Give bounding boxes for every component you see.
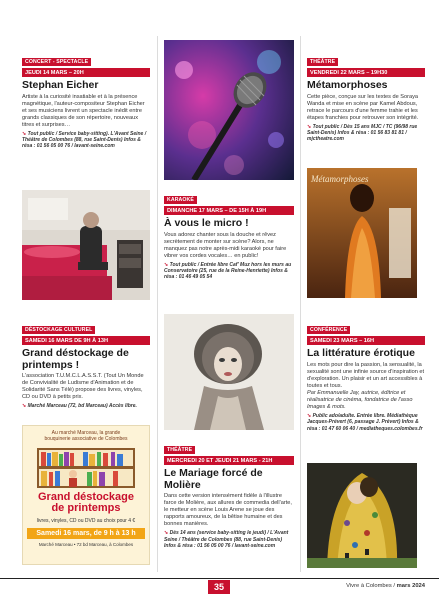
photo-microphone bbox=[164, 40, 294, 180]
event-date: JEUDI 14 MARS – 20H bbox=[22, 68, 150, 77]
article-body: Artiste à la curiosité insatiable et à la présence magnétique, l'auteur-compositeur Stephan Eicher et ses musiciens livrent un spectacle inédit entre grands classiques de son répertoire, nouveaux titres et surprises… bbox=[22, 93, 145, 128]
article-moliere bbox=[164, 438, 294, 549]
arrow-icon: ➘ bbox=[164, 530, 170, 537]
arrow-icon: ➘ bbox=[307, 413, 313, 420]
photo-drawing bbox=[22, 190, 150, 300]
event-date: DIMANCHE 17 MARS – DE 15H À 19H bbox=[164, 206, 294, 215]
event-date: SAMEDI 23 MARS – 16H bbox=[307, 336, 425, 345]
event-date: SAMEDI 16 MARS DE 9H À 13H bbox=[22, 336, 150, 345]
article-body: Les mots pour dire la passion, la sensualité, la sexualité sont une infinie source d'inspiration et d'exploration. Un plaisir et un art accessibles à toutes et tous. bbox=[307, 361, 425, 389]
arrow-icon: ➘ bbox=[22, 130, 28, 137]
article-karaoke bbox=[164, 188, 294, 280]
article-info: ➘ Tout public / Entrée libre Caf' Muz hors les murs au Conservatoire (25, rue de la Reine-Henriette) Infos & résa : 01 46 49 05 54 bbox=[164, 261, 292, 281]
poster-destockage bbox=[22, 425, 150, 565]
arrow-icon: ➘ bbox=[22, 403, 28, 410]
article-title: À vous le micro ! bbox=[164, 217, 249, 229]
article-info: ➘ Tout public / Dès 15 ans MJC / TC (96/98 rue Saint-Denis) Infos & résa : 01 56 83 81 81 / mjctheatre.com bbox=[307, 123, 418, 143]
photo-drawing bbox=[164, 314, 294, 430]
article-stephan-eicher bbox=[22, 50, 150, 150]
article-title: La littérature érotique bbox=[307, 347, 415, 359]
arrow-icon: ➘ bbox=[164, 261, 170, 268]
poster-metamorphoses bbox=[307, 168, 417, 298]
category-tag: DÉSTOCKAGE CULTUREL bbox=[22, 326, 95, 334]
event-date: MERCREDI 20 ET JEUDI 21 MARS - 21H bbox=[164, 456, 294, 465]
event-date: VENDREDI 22 MARS – 19H30 bbox=[307, 68, 425, 77]
photo-drawing bbox=[307, 168, 417, 298]
article-title: Grand déstockage de printemps ! bbox=[22, 347, 129, 371]
photo-klimt-painting bbox=[307, 463, 417, 568]
photo-drawing bbox=[307, 463, 417, 568]
category-tag: THÉÂTRE bbox=[164, 446, 195, 454]
article-litterature-erotique bbox=[307, 318, 425, 432]
article-byline: Par Emmanuelle Jay, autrice, éditrice et réalisatrice de cinéma, fondatrice de l'asso Images & mots. bbox=[307, 389, 413, 411]
article-metamorphoses bbox=[307, 50, 425, 142]
category-tag: THÉÂTRE bbox=[307, 58, 338, 66]
photo-drawing bbox=[164, 40, 294, 180]
poster-date-strip: Samedi 16 mars, de 9 h à 13 h bbox=[27, 528, 145, 539]
page-number: 35 bbox=[208, 580, 230, 594]
poster-headline: Grand déstockage de printemps bbox=[38, 491, 134, 514]
article-destockage bbox=[22, 318, 150, 410]
bookshelf-illustration bbox=[23, 444, 149, 490]
article-info: ➘ Marché Marceau (72, bd Marceau) Accès libre. bbox=[22, 403, 137, 410]
article-info: ➘ Tout public / Service baby-sitting). L'Avant Seine / Théâtre de Colombes (88, rue Saint-Denis) Infos & résa : 01 56 05 00 76 / lavant-seine.com bbox=[22, 130, 147, 150]
category-tag: CONCERT - SPECTACLE bbox=[22, 58, 91, 66]
category-tag: KARAOKÉ bbox=[164, 196, 197, 204]
poster-subtitle: livres, vinyles, CD ou DVD au choix pour 4 € bbox=[36, 518, 136, 524]
article-info: ➘ Dès 14 ans (service baby-sitting le jeudi) / L'Avant Seine / Théâtre de Colombes (88, rue Saint-Denis) Infos & résa : 01 56 05 00 76 / lavant-seine.com bbox=[164, 530, 289, 549]
article-title: Stephan Eicher bbox=[22, 79, 99, 91]
poster-title: Métamorphoses bbox=[311, 174, 369, 184]
article-body: Dans cette version intensément fidèle à l'illustre farce de Molière, aux allures de commedia dell'arte, le metteur en scène Louis Arene se joue des rapports amoureux, de la bêtise humaine et des bonnes manières. bbox=[164, 493, 292, 528]
article-body: Cette pièce, conçue sur les textes de Soraya Wanda et mise en scène par Kamel Abdous, retrace le parcours d'une femme trahie et les étapes franchies pour retrouver son intégrité. bbox=[307, 93, 419, 121]
category-tag: CONFÉRENCE bbox=[307, 326, 350, 334]
poster-top-text: Au marché Marceau, la grande bouquinerie associative de Colombes bbox=[44, 430, 128, 442]
arrow-icon: ➘ bbox=[307, 123, 313, 130]
column-divider bbox=[300, 36, 301, 572]
article-title: Le Mariage forcé de Molière bbox=[164, 467, 263, 491]
footer-rule bbox=[0, 578, 439, 579]
poster-footer: Marché Marceau • 72 bd Marceau, à Colombes bbox=[38, 542, 134, 547]
article-body: L'association T.U.M.C.L.A.S.S.T. (Tout Un Monde de Convivialité de Ludisme d'Animation et de Solidarité Sans Télé) propose des livres, vinyles, CD ou DVD à petits prix. bbox=[22, 373, 144, 401]
photo-moliere bbox=[164, 314, 294, 430]
article-title: Métamorphoses bbox=[307, 79, 388, 91]
photo-stephan-eicher bbox=[22, 190, 150, 300]
column-divider bbox=[157, 36, 158, 572]
article-body: Vous adorez chanter sous la douche et rêvez secrètement de monter sur scène? Alors, ne manquez pas notre après-midi karaoké pour faire vibrer vos cordes vocales… en public! bbox=[164, 231, 287, 259]
magazine-name: Vivre à Colombes / mars 2024 bbox=[346, 583, 425, 589]
article-info: ➘ Public ado/adulte. Entrée libre. Médiathèque Jacques-Prévert (6, passage J. Prévert) Infos & résa : 01 47 60 06 40 / mediatheques.colombes.fr bbox=[307, 413, 423, 432]
